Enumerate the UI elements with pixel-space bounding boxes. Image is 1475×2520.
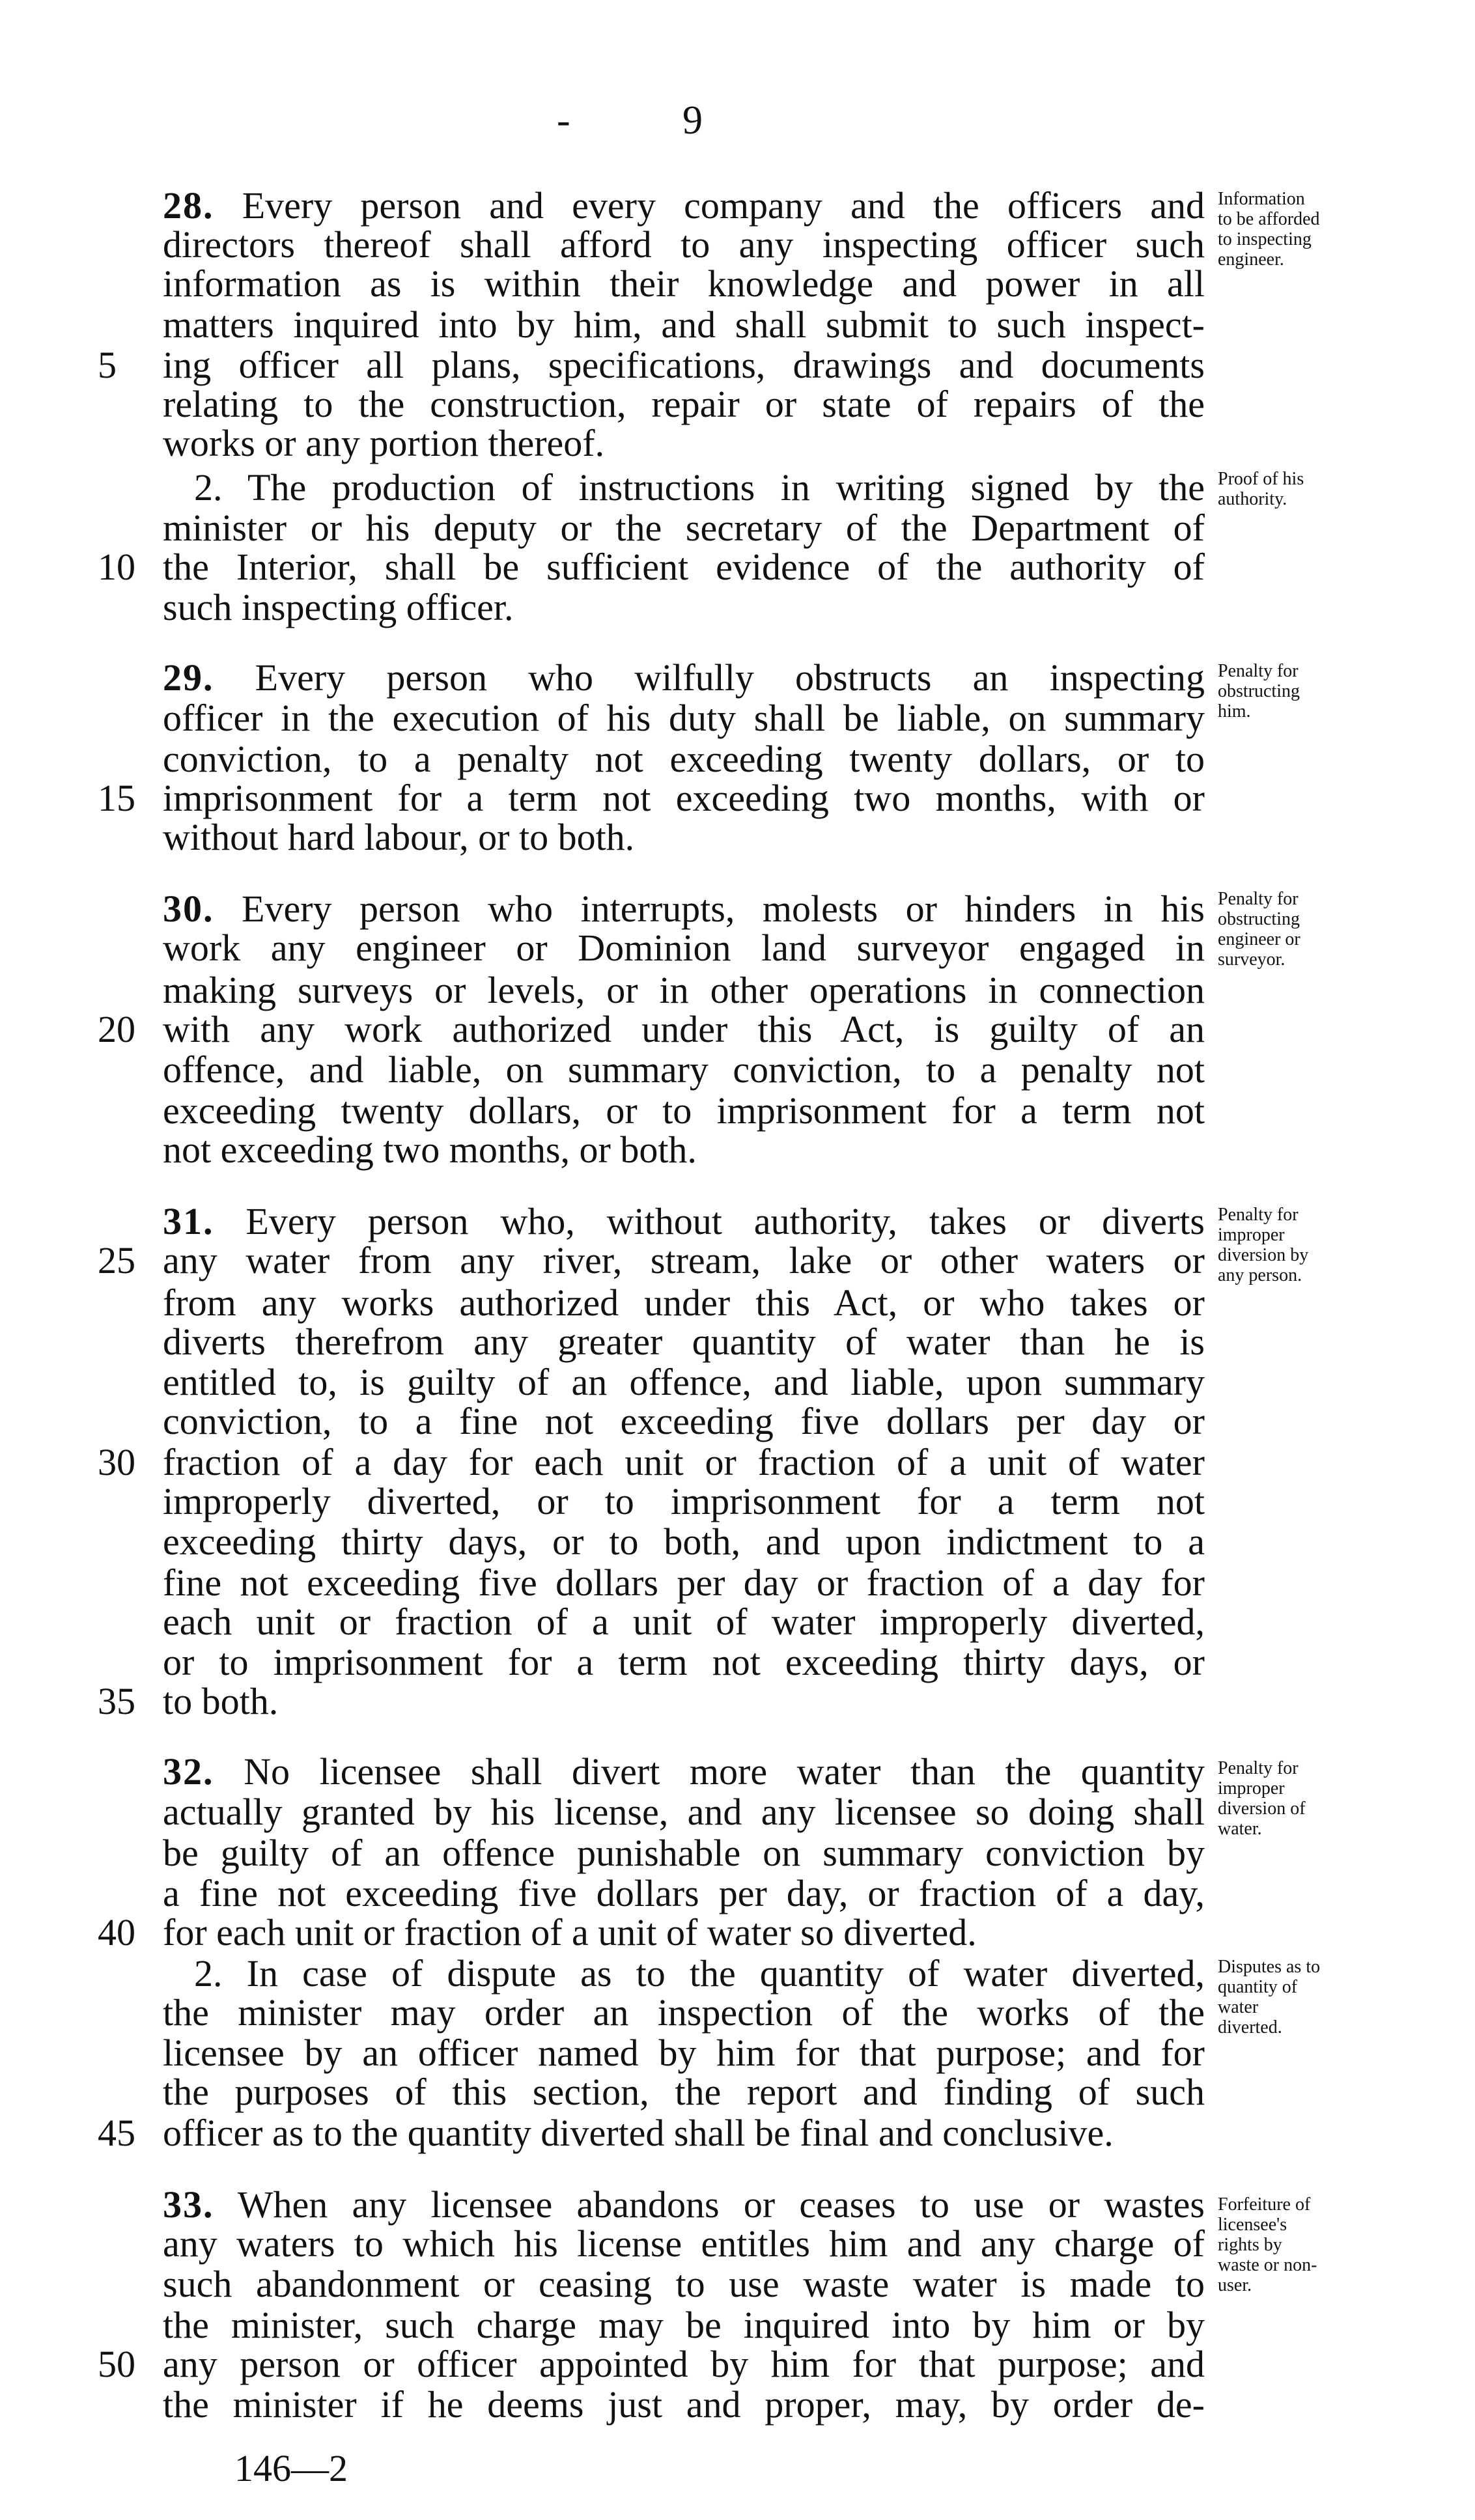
header-dash: - bbox=[557, 98, 570, 143]
line-number: 10 bbox=[98, 546, 135, 588]
text-line bbox=[163, 1522, 1205, 1562]
text-line bbox=[163, 508, 1205, 548]
line-text: making surveys or levels, or in other operations in connection bbox=[163, 969, 1205, 1011]
line-text: 2. The production of instructions in writing signed by the bbox=[194, 466, 1205, 509]
text-line bbox=[163, 1130, 1205, 1170]
text-line bbox=[163, 1050, 1205, 1090]
margin-note bbox=[1218, 1957, 1374, 2037]
line-text: a fine not exceeding five dollars per day, or fraction of a day, bbox=[163, 1872, 1205, 1914]
line-text: directors thereof shall afford to any inspecting officer such bbox=[163, 223, 1205, 266]
line-text: 2. In case of dispute as to the quantity of water diverted, bbox=[194, 1952, 1205, 1995]
line-text: licensee by an officer named by him for that purpose; and for bbox=[163, 2032, 1205, 2074]
line-text: ing officer all plans, specifications, drawings and documents bbox=[163, 344, 1205, 386]
line-text: exceeding thirty days, or to both, and upon indictment to a bbox=[163, 1520, 1205, 1563]
line-text: exceeding twenty dollars, or to imprisonment for a term not bbox=[163, 1089, 1205, 1132]
line-text: Every person and every company and the officers and bbox=[214, 184, 1205, 227]
text-line bbox=[163, 2305, 1205, 2345]
text-line bbox=[163, 1481, 1205, 1522]
text-line bbox=[163, 1442, 1205, 1483]
text-line bbox=[163, 1322, 1205, 1362]
printer-signature: 146—2 bbox=[234, 2447, 348, 2489]
line-text: offence, and liable, on summary conviction, to a penalty not bbox=[163, 1048, 1205, 1091]
line-text: minister or his deputy or the secretary of the Department of bbox=[163, 507, 1205, 549]
text-line bbox=[163, 384, 1205, 425]
margin-note-line: rights by bbox=[1218, 2235, 1282, 2255]
text-line bbox=[163, 186, 1205, 226]
text-line bbox=[163, 1792, 1205, 1832]
line-text: Every person who wilfully obstructs an inspecting bbox=[214, 656, 1205, 699]
text-line bbox=[163, 2264, 1205, 2304]
line-text: fine not exceeding five dollars per day or fraction of a day for bbox=[163, 1561, 1205, 1604]
line-text: works or any portion thereof. bbox=[163, 422, 605, 464]
margin-note-line: him. bbox=[1218, 701, 1251, 721]
line-text: When any licensee abandons or ceases to use or wastes bbox=[214, 2183, 1205, 2226]
margin-note-line: Penalty for bbox=[1218, 1758, 1299, 1778]
line-text: imprisonment for a term not exceeding two months, with or bbox=[163, 777, 1205, 819]
text-line bbox=[163, 778, 1205, 819]
section-number: 30. bbox=[163, 888, 214, 930]
line-text: to both. bbox=[163, 1680, 279, 1722]
line-text: any person or officer appointed by him for that purpose; and bbox=[163, 2343, 1205, 2385]
line-number: 25 bbox=[98, 1239, 135, 1281]
text-line bbox=[163, 1833, 1205, 1873]
text-line bbox=[163, 2072, 1205, 2112]
text-line bbox=[163, 2033, 1205, 2073]
text-line bbox=[163, 1362, 1205, 1403]
line-text: the minister may order an inspection of the works of the bbox=[163, 1991, 1205, 2034]
line-text: for each unit or fraction of a unit of water so diverted. bbox=[163, 1911, 977, 1953]
margin-note-line: water. bbox=[1218, 1819, 1262, 1839]
text-line bbox=[163, 423, 1205, 464]
margin-note-line: engineer or bbox=[1218, 929, 1300, 949]
line-text: such inspecting officer. bbox=[163, 586, 514, 628]
margin-note bbox=[1218, 189, 1374, 270]
line-text: fraction of a day for each unit or fraction of a unit of water bbox=[163, 1441, 1205, 1483]
line-text: from any works authorized under this Act, or who takes or bbox=[163, 1281, 1205, 1324]
margin-note-line: quantity of bbox=[1218, 1977, 1298, 1997]
line-text: not exceeding two months, or both. bbox=[163, 1128, 697, 1171]
line-number: 20 bbox=[98, 1008, 135, 1050]
text-line bbox=[163, 2113, 1205, 2153]
margin-note bbox=[1218, 1758, 1374, 1839]
text-line bbox=[163, 2385, 1205, 2425]
text-line bbox=[163, 1993, 1205, 2033]
text-line bbox=[163, 2344, 1205, 2385]
margin-note-line: user. bbox=[1218, 2275, 1252, 2295]
line-text: with any work authorized under this Act, is guilty of an bbox=[163, 1008, 1205, 1050]
line-text: the Interior, shall be sufficient evidence of the authority of bbox=[163, 546, 1205, 588]
margin-note-line: diversion by bbox=[1218, 1245, 1309, 1265]
margin-note-line: waste or non- bbox=[1218, 2255, 1317, 2275]
section-number: 29. bbox=[163, 656, 214, 699]
line-text: any water from any river, stream, lake or other waters or bbox=[163, 1239, 1205, 1281]
line-text: matters inquired into by him, and shall submit to such inspect- bbox=[163, 303, 1205, 346]
margin-note bbox=[1218, 1205, 1374, 1285]
section-number: 28. bbox=[163, 184, 214, 227]
line-text: improperly diverted, or to imprisonment for a term not bbox=[163, 1480, 1205, 1522]
margin-note-line: to inspecting bbox=[1218, 229, 1312, 249]
line-number: 35 bbox=[98, 1680, 135, 1722]
text-line bbox=[163, 305, 1205, 345]
line-text: officer in the execution of his duty shall be liable, on summary bbox=[163, 697, 1205, 739]
text-line bbox=[163, 889, 1205, 929]
line-text: without hard labour, or to both. bbox=[163, 816, 635, 858]
text-line bbox=[163, 2185, 1205, 2225]
text-line bbox=[163, 739, 1205, 779]
margin-note-line: engineer. bbox=[1218, 249, 1284, 270]
margin-note bbox=[1218, 469, 1374, 509]
text-line bbox=[163, 928, 1205, 968]
margin-note-line: Penalty for bbox=[1218, 661, 1299, 681]
text-line bbox=[163, 547, 1205, 587]
line-number: 45 bbox=[98, 2112, 135, 2154]
section-number: 33. bbox=[163, 2183, 214, 2226]
line-number: 30 bbox=[98, 1441, 135, 1483]
margin-note bbox=[1218, 661, 1374, 721]
text-line bbox=[163, 587, 1205, 628]
margin-note-line: Proof of his bbox=[1218, 469, 1304, 489]
line-number: 15 bbox=[98, 777, 135, 819]
text-line bbox=[163, 970, 1205, 1011]
margin-note-line: to be afforded bbox=[1218, 209, 1320, 229]
margin-note-line: Penalty for bbox=[1218, 889, 1299, 909]
line-text: information as is within their knowledge and power in all bbox=[163, 262, 1205, 305]
margin-note-line: any person. bbox=[1218, 1265, 1302, 1285]
line-text: officer as to the quantity diverted shall be final and conclusive. bbox=[163, 2112, 1114, 2154]
line-text: entitled to, is guilty of an offence, and liable, upon summary bbox=[163, 1361, 1205, 1403]
line-text: conviction, to a penalty not exceeding twenty dollars, or to bbox=[163, 738, 1205, 780]
line-number: 50 bbox=[98, 2343, 135, 2385]
line-text: Every person who interrupts, molests or hinders in his bbox=[214, 888, 1205, 930]
line-text: each unit or fraction of a unit of water improperly diverted, bbox=[163, 1601, 1205, 1643]
text-line bbox=[163, 1912, 1205, 1953]
text-line bbox=[163, 1201, 1205, 1242]
section-number: 31. bbox=[163, 1200, 214, 1242]
margin-note-line: diversion of bbox=[1218, 1799, 1306, 1819]
text-line bbox=[163, 1873, 1205, 1914]
text-line bbox=[163, 264, 1205, 304]
line-text: or to imprisonment for a term not exceeding thirty days, or bbox=[163, 1641, 1205, 1683]
margin-note bbox=[1218, 2194, 1374, 2295]
line-number: 5 bbox=[98, 344, 117, 386]
text-line bbox=[163, 698, 1205, 738]
margin-note-line: water bbox=[1218, 1997, 1259, 2017]
text-line bbox=[163, 817, 1205, 858]
line-text: Every person who, without authority, takes or diverts bbox=[214, 1200, 1205, 1242]
margin-note-line: improper bbox=[1218, 1225, 1285, 1245]
line-text: the purposes of this section, the report and finding of such bbox=[163, 2071, 1205, 2113]
margin-note-line: surveyor. bbox=[1218, 949, 1285, 970]
text-line bbox=[163, 1240, 1205, 1281]
text-line bbox=[163, 1752, 1205, 1792]
line-text: any waters to which his license entitles him and any charge of bbox=[163, 2222, 1205, 2265]
text-line bbox=[163, 2224, 1205, 2264]
margin-note-line: Forfeiture of bbox=[1218, 2194, 1311, 2215]
text-line bbox=[163, 1401, 1205, 1442]
margin-note bbox=[1218, 889, 1374, 970]
line-text: work any engineer or Dominion land surveyor engaged in bbox=[163, 927, 1205, 969]
text-line bbox=[163, 1642, 1205, 1683]
line-number: 40 bbox=[98, 1911, 135, 1953]
line-text: the minister if he deems just and proper, may, by order de- bbox=[163, 2383, 1205, 2426]
line-text: be guilty of an offence punishable on summary conviction by bbox=[163, 1832, 1205, 1874]
margin-note-line: obstructing bbox=[1218, 909, 1300, 929]
text-line bbox=[163, 1009, 1205, 1050]
text-line bbox=[163, 1563, 1205, 1603]
line-text: No licensee shall divert more water than the quantity bbox=[214, 1750, 1205, 1793]
text-line bbox=[163, 1602, 1205, 1642]
margin-note-line: Disputes as to bbox=[1218, 1957, 1321, 1977]
margin-note-line: Penalty for bbox=[1218, 1205, 1299, 1225]
text-line bbox=[163, 1091, 1205, 1131]
margin-note-line: improper bbox=[1218, 1778, 1285, 1799]
margin-note-line: diverted. bbox=[1218, 2017, 1282, 2037]
text-line bbox=[194, 468, 1205, 508]
margin-note-line: licensee's bbox=[1218, 2215, 1287, 2235]
line-text: relating to the construction, repair or state of repairs of the bbox=[163, 383, 1205, 425]
line-text: the minister, such charge may be inquired into by him or by bbox=[163, 2304, 1205, 2346]
line-text: such abandonment or ceasing to use waste water is made to bbox=[163, 2263, 1205, 2305]
text-line bbox=[163, 1681, 1205, 1722]
section-number: 32. bbox=[163, 1750, 214, 1793]
text-line bbox=[163, 225, 1205, 265]
page-number: 9 bbox=[682, 98, 703, 143]
text-line bbox=[163, 1283, 1205, 1323]
margin-note-line: obstructing bbox=[1218, 681, 1300, 701]
line-text: conviction, to a fine not exceeding five dollars per day or bbox=[163, 1400, 1205, 1442]
text-line bbox=[163, 658, 1205, 698]
line-text: diverts therefrom any greater quantity of water than he is bbox=[163, 1321, 1205, 1363]
margin-note-line: authority. bbox=[1218, 489, 1287, 509]
text-line bbox=[163, 345, 1205, 385]
text-line bbox=[194, 1953, 1205, 1994]
margin-note-line: Information bbox=[1218, 189, 1305, 209]
line-text: actually granted by his license, and any licensee so doing shall bbox=[163, 1791, 1205, 1833]
